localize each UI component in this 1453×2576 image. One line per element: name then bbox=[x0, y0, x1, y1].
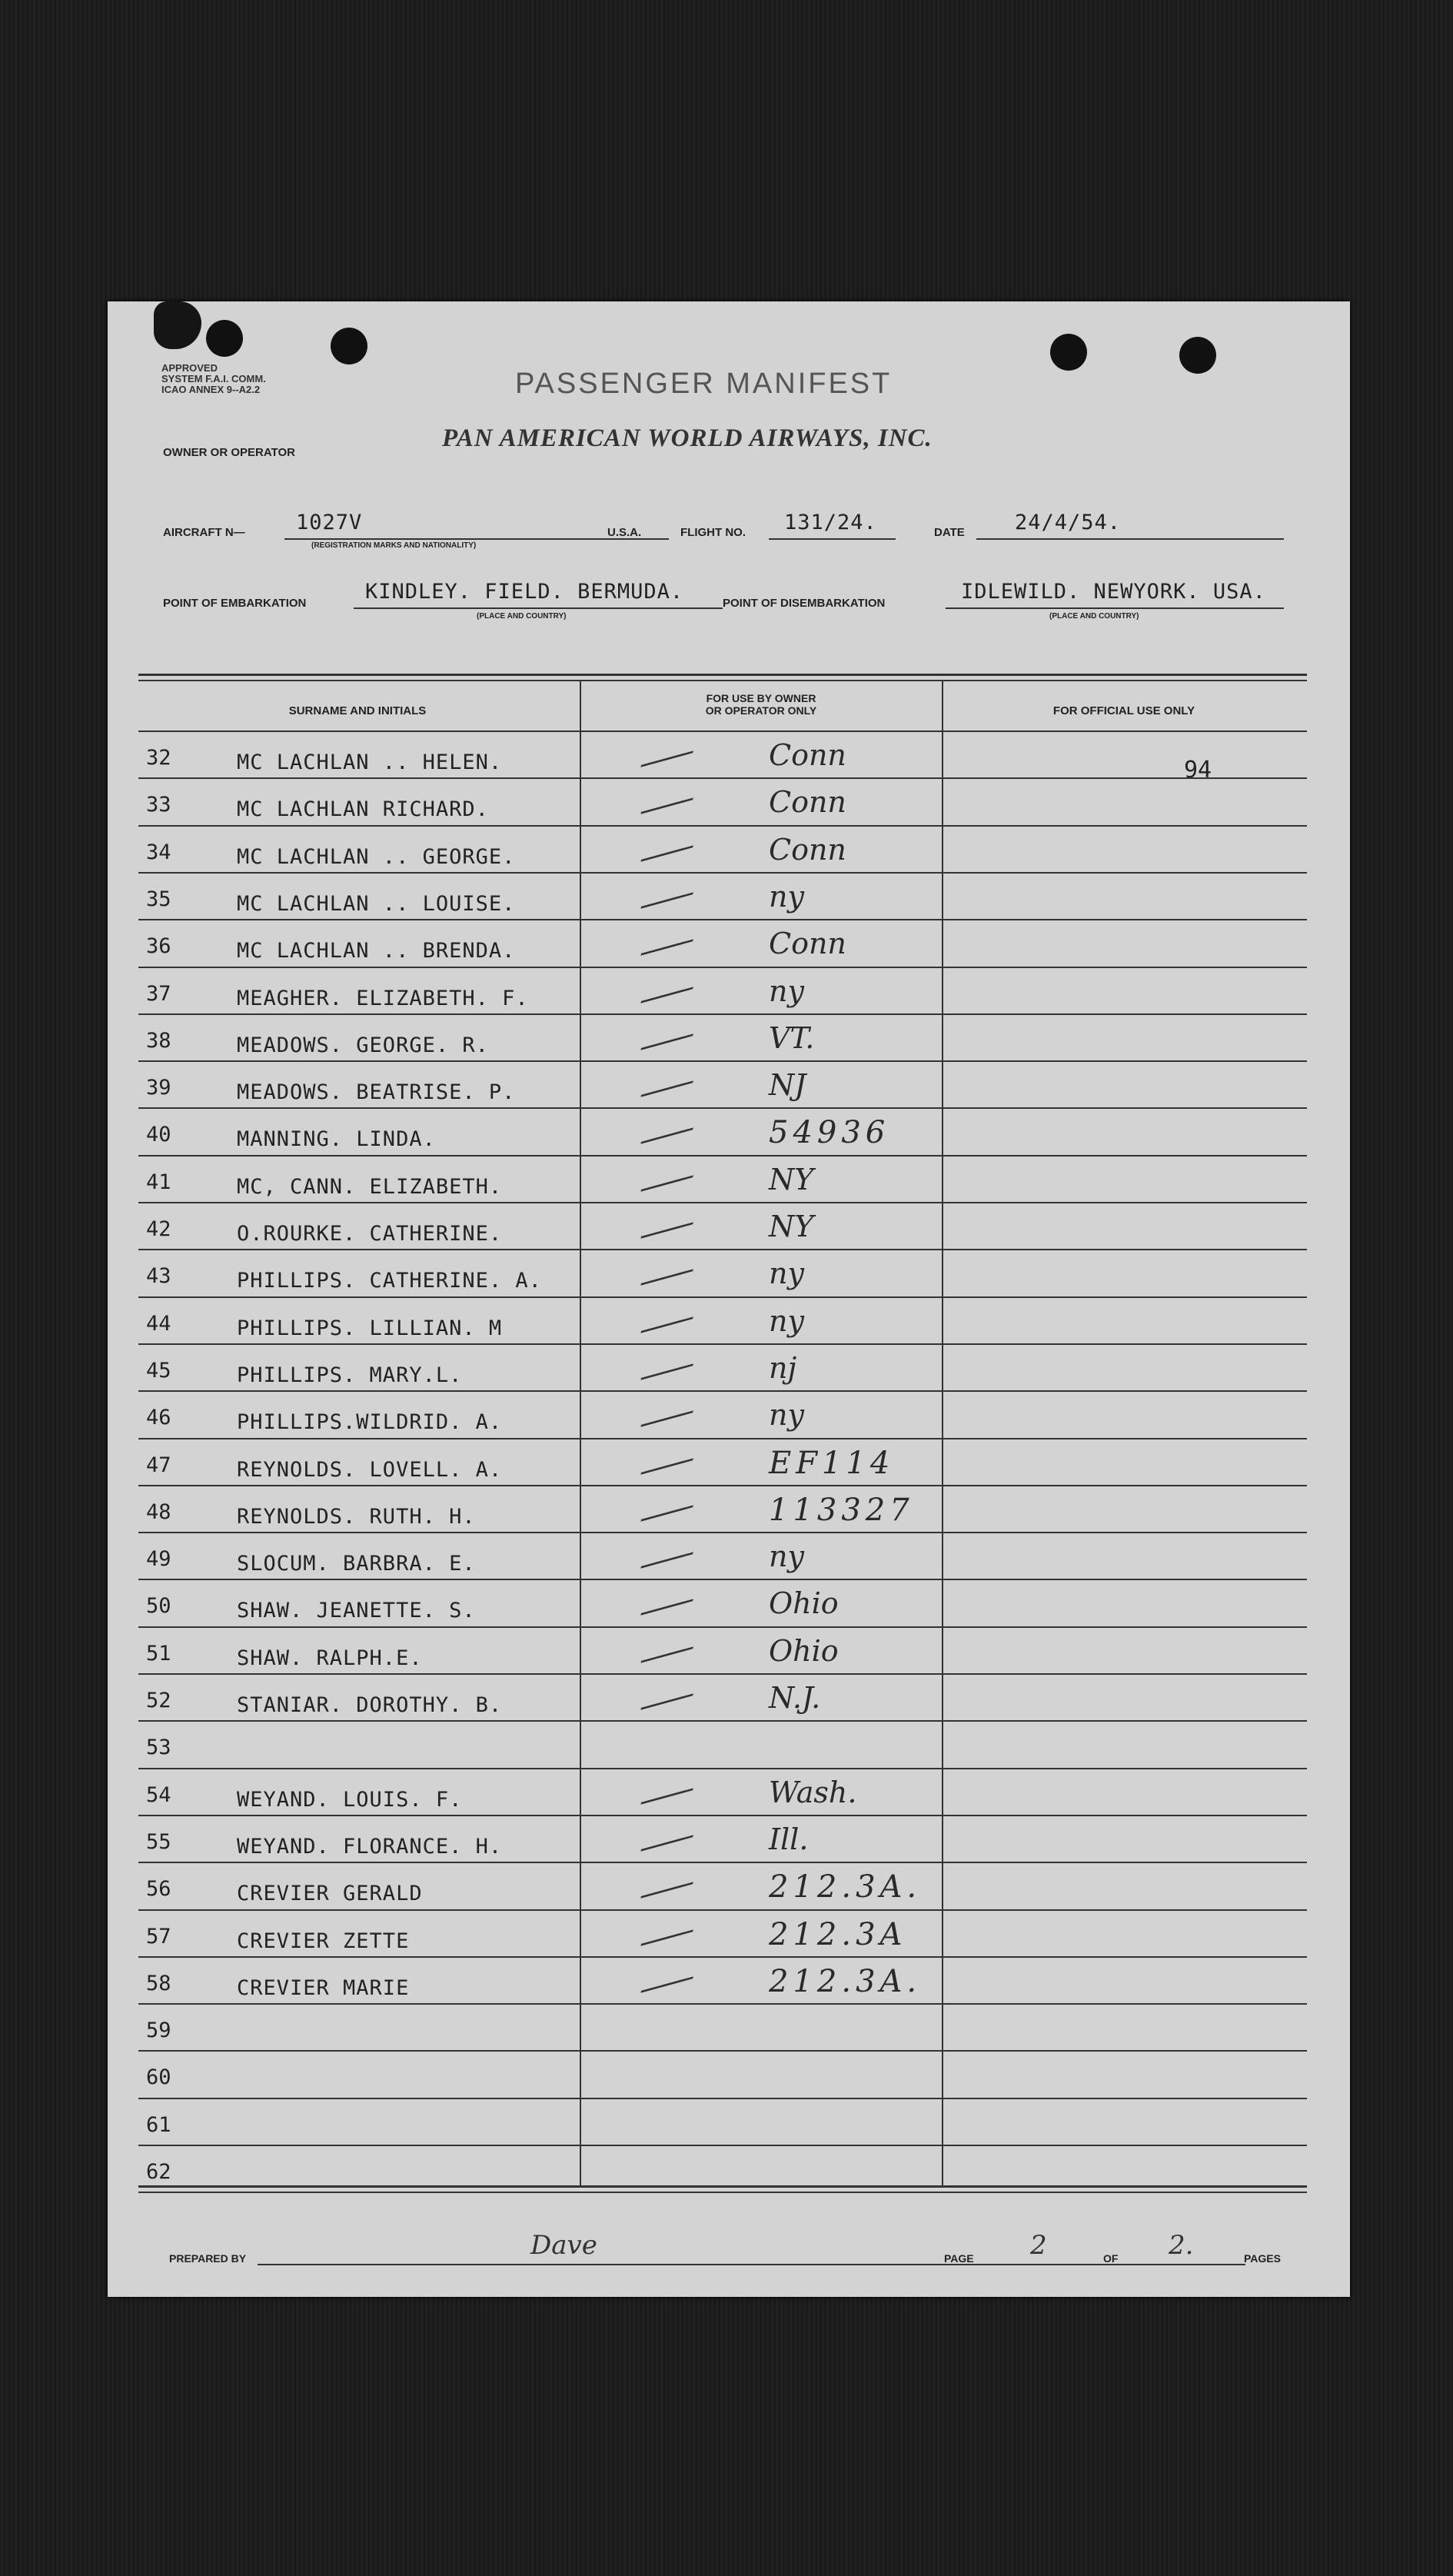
row-number: 45 bbox=[146, 1358, 171, 1383]
operator-note: ny bbox=[769, 1303, 804, 1338]
passenger-name: O.ROURKE. CATHERINE. bbox=[237, 1222, 503, 1246]
row-rule bbox=[138, 1909, 1307, 1911]
row-rule bbox=[138, 2145, 1307, 2146]
official-note: 94 bbox=[1184, 757, 1212, 784]
operator-note: VT. bbox=[769, 1020, 815, 1055]
date-label: DATE bbox=[934, 526, 965, 539]
row-rule bbox=[138, 1390, 1307, 1392]
approval-line: ICAO ANNEX 9--A2.2 bbox=[161, 384, 261, 395]
check-mark bbox=[640, 1255, 697, 1286]
row-number: 54 bbox=[146, 1782, 171, 1807]
passenger-name: CREVIER MARIE bbox=[237, 1975, 410, 2000]
check-mark bbox=[640, 1443, 697, 1474]
row-number: 55 bbox=[146, 1829, 171, 1854]
row-rule bbox=[138, 777, 1307, 779]
operator-note: NJ bbox=[769, 1068, 806, 1103]
row-rule bbox=[138, 1768, 1307, 1769]
owner-column-header-line1: FOR USE BY OWNER bbox=[706, 692, 816, 704]
passenger-name: MC LACHLAN RICHARD. bbox=[237, 797, 489, 822]
row-number: 37 bbox=[146, 981, 171, 1006]
punch-hole bbox=[331, 328, 367, 364]
row-number: 49 bbox=[146, 1547, 171, 1572]
row-rule bbox=[138, 1862, 1307, 1863]
check-mark bbox=[640, 1632, 697, 1662]
passenger-name: MANNING. LINDA. bbox=[237, 1127, 436, 1152]
passenger-name: REYNOLDS. LOVELL. A. bbox=[237, 1457, 503, 1482]
operator-note: Wash. bbox=[769, 1775, 857, 1809]
passenger-name: MEAGHER. ELIZABETH. F. bbox=[237, 986, 529, 1010]
operator-note: Conn bbox=[769, 738, 846, 772]
row-number: 46 bbox=[146, 1406, 171, 1430]
operator-note: Conn bbox=[769, 832, 846, 867]
passenger-name: WEYAND. FLORANCE. H. bbox=[237, 1834, 503, 1859]
passenger-name: MEADOWS. GEORGE. R. bbox=[237, 1033, 489, 1057]
pages-label: PAGES bbox=[1244, 2252, 1281, 2265]
passenger-name: MC LACHLAN .. HELEN. bbox=[237, 751, 503, 774]
row-number: 58 bbox=[146, 1971, 171, 1995]
prepared-by-underline bbox=[258, 2264, 1011, 2265]
row-number: 43 bbox=[146, 1264, 171, 1289]
passenger-name: MC LACHLAN .. LOUISE. bbox=[237, 891, 516, 916]
row-number: 34 bbox=[146, 840, 171, 864]
flight-value: 131/24. bbox=[784, 511, 877, 534]
passenger-name: SHAW. RALPH.E. bbox=[237, 1646, 423, 1670]
page-label: PAGE bbox=[944, 2252, 974, 2265]
row-rule bbox=[138, 967, 1307, 968]
embarkation-label: POINT OF EMBARKATION bbox=[163, 597, 307, 610]
owner-column-header bbox=[581, 692, 941, 717]
row-rule bbox=[138, 1107, 1307, 1109]
check-mark bbox=[640, 1773, 697, 1804]
operator-name: PAN AMERICAN WORLD AIRWAYS, INC. bbox=[442, 424, 933, 452]
operator-note: ny bbox=[769, 973, 804, 1008]
row-number: 41 bbox=[146, 1170, 171, 1194]
check-mark bbox=[640, 1302, 697, 1333]
check-mark bbox=[640, 1207, 697, 1238]
approval-line: SYSTEM F.A.I. COMM. bbox=[161, 373, 266, 384]
row-rule bbox=[138, 1485, 1307, 1486]
operator-note: Ill. bbox=[769, 1822, 809, 1856]
approval-stamp bbox=[161, 363, 315, 395]
official-column-header: FOR OFFICIAL USE ONLY bbox=[1052, 704, 1195, 717]
disembarkation-underline bbox=[946, 607, 1284, 609]
row-number: 52 bbox=[146, 1689, 171, 1712]
operator-note: NY bbox=[769, 1210, 814, 1243]
check-mark bbox=[640, 1160, 697, 1191]
check-mark bbox=[640, 1915, 697, 1945]
manifest-sheet bbox=[108, 301, 1350, 2297]
row-number: 53 bbox=[146, 1736, 171, 1760]
check-mark bbox=[640, 1490, 697, 1521]
of-label: OF bbox=[1103, 2252, 1119, 2265]
page-underline bbox=[992, 2264, 1245, 2265]
row-rule bbox=[138, 1202, 1307, 1203]
row-number: 57 bbox=[146, 1924, 171, 1949]
passenger-name: SHAW. JEANETTE. S. bbox=[237, 1599, 476, 1623]
table-top-rule bbox=[138, 680, 1307, 681]
operator-note: 54936 bbox=[769, 1115, 890, 1151]
surname-column-header: SURNAME AND INITIALS bbox=[288, 704, 427, 717]
operator-note: ny bbox=[769, 1256, 804, 1291]
row-rule bbox=[138, 1579, 1307, 1580]
table-header-rule bbox=[138, 731, 1307, 732]
approval-line: APPROVED bbox=[161, 362, 218, 374]
page-number: 2 bbox=[1030, 2230, 1047, 2261]
disembarkation-sublabel: (PLACE AND COUNTRY) bbox=[1049, 612, 1139, 621]
row-number: 48 bbox=[146, 1499, 171, 1524]
row-rule bbox=[138, 2098, 1307, 2099]
passenger-name: MC LACHLAN .. BRENDA. bbox=[237, 939, 516, 964]
prepared-by-label: PREPARED BY bbox=[169, 2252, 247, 2265]
row-number: 51 bbox=[146, 1641, 171, 1666]
operator-note: Conn bbox=[769, 785, 846, 820]
aircraft-value: 1027V bbox=[296, 511, 363, 534]
passenger-name: CREVIER ZETTE bbox=[237, 1929, 410, 1953]
row-number: 32 bbox=[146, 746, 171, 770]
check-mark bbox=[640, 830, 697, 861]
row-rule bbox=[138, 1155, 1307, 1157]
embarkation-value: KINDLEY. FIELD. BERMUDA. bbox=[365, 580, 684, 604]
row-rule bbox=[138, 2050, 1307, 2052]
operator-note: 212.3A bbox=[769, 1916, 907, 1952]
table-top-rule bbox=[138, 674, 1307, 676]
row-rule bbox=[138, 1060, 1307, 1062]
row-rule bbox=[138, 1296, 1307, 1298]
owner-column-header-line2: OR OPERATOR ONLY bbox=[705, 704, 817, 717]
row-number: 56 bbox=[146, 1877, 171, 1902]
passenger-name: WEYAND. LOUIS. F. bbox=[237, 1787, 463, 1812]
row-rule bbox=[138, 1343, 1307, 1345]
row-number: 59 bbox=[146, 2019, 171, 2043]
row-rule bbox=[138, 1720, 1307, 1722]
check-mark bbox=[640, 1537, 697, 1568]
date-underline bbox=[976, 538, 1284, 540]
row-number: 35 bbox=[146, 887, 171, 911]
row-rule bbox=[138, 1249, 1307, 1250]
row-rule bbox=[138, 1815, 1307, 1816]
check-mark bbox=[640, 1019, 697, 1050]
row-number: 33 bbox=[146, 793, 171, 817]
row-rule bbox=[138, 1013, 1307, 1015]
row-number: 38 bbox=[146, 1028, 171, 1053]
operator-note: ny bbox=[769, 1398, 804, 1433]
check-mark bbox=[640, 1349, 697, 1380]
punch-hole bbox=[1050, 334, 1087, 371]
row-rule bbox=[138, 1626, 1307, 1628]
passenger-name: PHILLIPS. LILLIAN. M bbox=[237, 1316, 503, 1340]
row-number: 40 bbox=[146, 1123, 171, 1147]
row-number: 44 bbox=[146, 1311, 171, 1336]
disembarkation-value: IDLEWILD. NEWYORK. USA. bbox=[961, 580, 1266, 604]
operator-note: NY bbox=[769, 1162, 814, 1196]
table-bottom-rule bbox=[138, 2192, 1307, 2193]
passenger-name: PHILLIPS.WILDRID. A. bbox=[237, 1410, 503, 1435]
passenger-name: STANIAR. DOROTHY. B. bbox=[237, 1693, 503, 1717]
operator-note: EF114 bbox=[769, 1445, 895, 1481]
row-rule bbox=[138, 2003, 1307, 2005]
passenger-name: PHILLIPS. CATHERINE. A. bbox=[237, 1269, 542, 1293]
operator-note: Ohio bbox=[769, 1586, 839, 1621]
row-rule bbox=[138, 1673, 1307, 1675]
row-number: 61 bbox=[146, 2112, 171, 2137]
aircraft-label: AIRCRAFT N— bbox=[163, 526, 245, 539]
passenger-name: MC LACHLAN .. GEORGE. bbox=[237, 844, 516, 869]
operator-note: 212.3A. bbox=[769, 1963, 922, 1999]
passenger-name: SLOCUM. BARBRA. E. bbox=[237, 1552, 476, 1576]
check-mark bbox=[640, 1820, 697, 1851]
row-rule bbox=[138, 919, 1307, 920]
row-rule bbox=[138, 872, 1307, 874]
punch-hole bbox=[1179, 337, 1216, 374]
embarkation-underline bbox=[354, 607, 723, 609]
row-rule bbox=[138, 1438, 1307, 1439]
embarkation-sublabel: (PLACE AND COUNTRY) bbox=[477, 612, 567, 621]
row-number: 47 bbox=[146, 1453, 171, 1477]
passenger-name: CREVIER GERALD bbox=[237, 1882, 423, 1906]
check-mark bbox=[640, 877, 697, 908]
check-mark bbox=[640, 1679, 697, 1709]
check-mark bbox=[640, 1585, 697, 1616]
check-mark bbox=[640, 924, 697, 955]
flight-underline bbox=[769, 538, 896, 540]
operator-note: Ohio bbox=[769, 1633, 839, 1668]
passenger-name: MC, CANN. ELIZABETH. bbox=[237, 1174, 503, 1199]
passenger-name: PHILLIPS. MARY.L. bbox=[237, 1363, 463, 1387]
row-number: 50 bbox=[146, 1594, 171, 1619]
row-number: 36 bbox=[146, 934, 171, 959]
row-rule bbox=[138, 1532, 1307, 1533]
passenger-name: REYNOLDS. RUTH. H. bbox=[237, 1504, 476, 1529]
check-mark bbox=[640, 972, 697, 1003]
row-rule bbox=[138, 825, 1307, 827]
operator-note: N.J. bbox=[769, 1681, 821, 1715]
operator-note: Conn bbox=[769, 927, 846, 961]
check-mark bbox=[640, 784, 697, 814]
flight-label: FLIGHT NO. bbox=[680, 526, 746, 539]
check-mark bbox=[640, 1867, 697, 1898]
preparer-signature: Dave bbox=[530, 2230, 597, 2261]
passenger-name: MEADOWS. BEATRISE. P. bbox=[237, 1080, 516, 1105]
operator-note: 212.3A. bbox=[769, 1869, 922, 1905]
row-number: 62 bbox=[146, 2160, 171, 2184]
row-rule bbox=[138, 1956, 1307, 1958]
table-bottom-rule bbox=[138, 2185, 1307, 2188]
disembarkation-label: POINT OF DISEMBARKATION bbox=[723, 597, 886, 610]
owner-label: OWNER OR OPERATOR bbox=[163, 446, 295, 459]
operator-note: 113327 bbox=[769, 1492, 914, 1528]
date-value: 24/4/54. bbox=[1015, 511, 1122, 534]
check-mark bbox=[640, 1396, 697, 1426]
check-mark bbox=[640, 1066, 697, 1097]
row-number: 42 bbox=[146, 1217, 171, 1241]
page-title: PASSENGER MANIFEST bbox=[515, 368, 893, 400]
operator-note: nj bbox=[769, 1350, 797, 1385]
check-mark bbox=[640, 1113, 697, 1144]
row-number: 39 bbox=[146, 1076, 171, 1100]
aircraft-sublabel: (REGISTRATION MARKS AND NATIONALITY) bbox=[311, 541, 477, 550]
check-mark bbox=[640, 1962, 697, 1992]
ink-smudge bbox=[154, 301, 201, 349]
usa-label: U.S.A. bbox=[607, 526, 642, 539]
check-mark bbox=[640, 736, 697, 767]
row-number: 60 bbox=[146, 2065, 171, 2090]
punch-hole bbox=[206, 320, 243, 357]
operator-note: ny bbox=[769, 1539, 804, 1574]
operator-note: ny bbox=[769, 879, 804, 914]
page-total: 2. bbox=[1169, 2230, 1194, 2261]
